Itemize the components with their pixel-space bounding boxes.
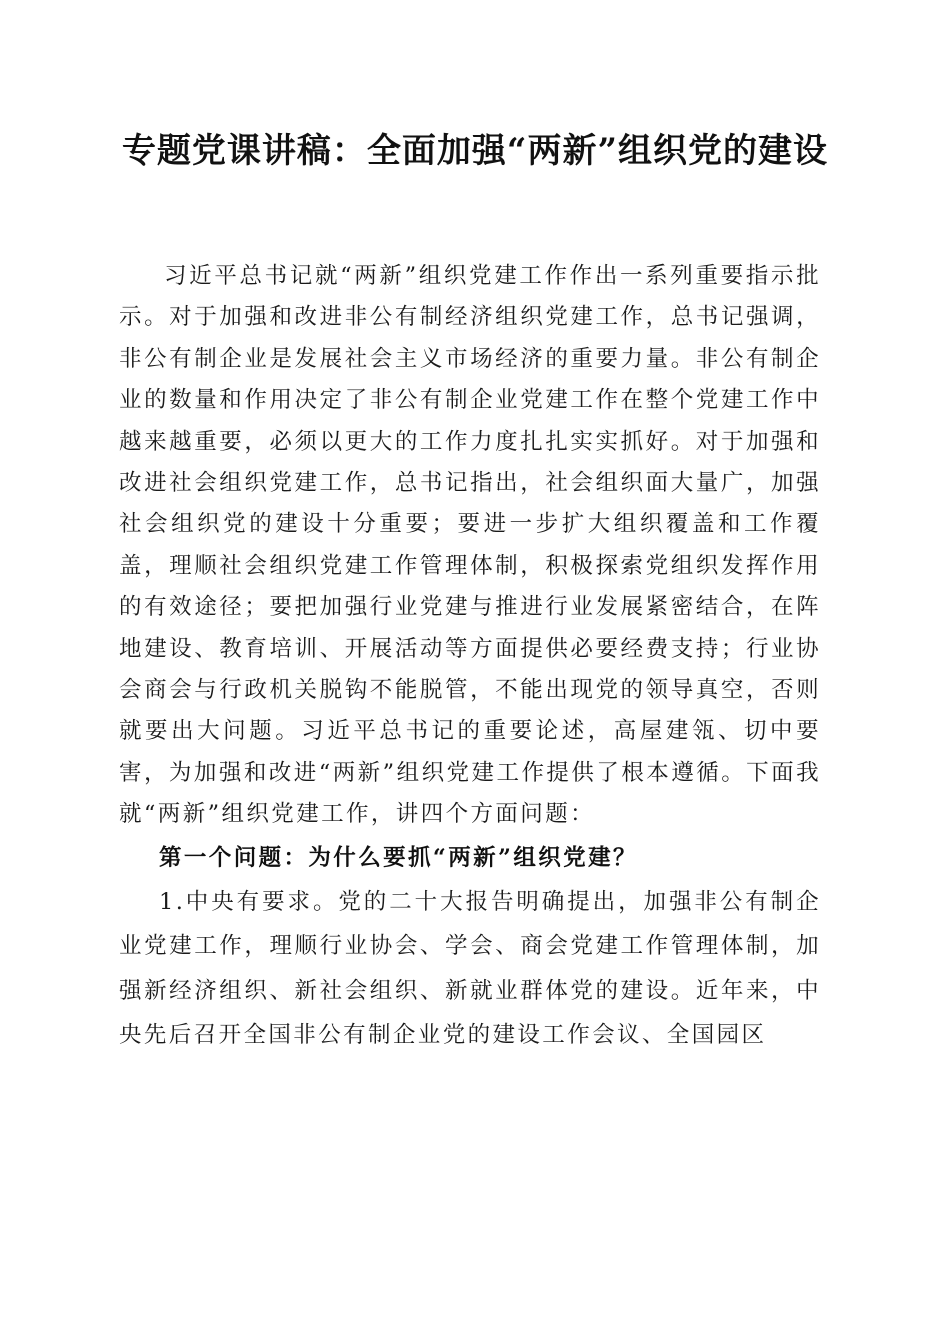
document-title: 专题党课讲稿：全面加强“两新”组织党的建设 xyxy=(121,131,829,171)
point-1-paragraph: 1.中央有要求。党的二十大报告明确提出，加强非公有制企业党建工作，理顺行业协会、学会、商会党建工作管理体制，加强新经济组织、新社会组织、新就业群体党的建设。近年来，中央先后召开全国非公有制企业党的建设工作会议、全国园区 xyxy=(119,888,821,1049)
section-heading: 第一个问题：为什么要抓“两新”组织党建？ xyxy=(159,844,638,871)
document-body xyxy=(119,256,821,1058)
intro-paragraph: 习近平总书记就“两新”组织党建工作作出一系列重要指示批示。对于加强和改进非公有制经济组织党建工作，总书记强调，非公有制企业是发展社会主义市场经济的重要力量。非公有制企业的数量和作用决定了非公有制企业党建工作在整个党建工作中越来越重要，必须以更大的工作力度扎扎实实抓好。对于加强和改进社会组织党建工作，总书记指出，社会组织面大量广，加强社会组织党的建设十分重要；要进一步扩大组织覆盖和工作覆盖，理顺社会组织党建工作管理体制，积极探索党组织发挥作用的有效途径；要把加强行业党建与推进行业发展紧密结合，在阵地建设、教育培训、开展活动等方面提供必要经费支持；行业协会商会与行政机关脱钩不能脱管，不能出现党的领导真空，否则就要出大问题。习近平总书记的重要论述，高屋建瓴、切中要害，为加强和改进“两新”组织党建工作提供了根本遵循。下面我就“两新”组织党建工作，讲四个方面问题： xyxy=(119,263,821,828)
